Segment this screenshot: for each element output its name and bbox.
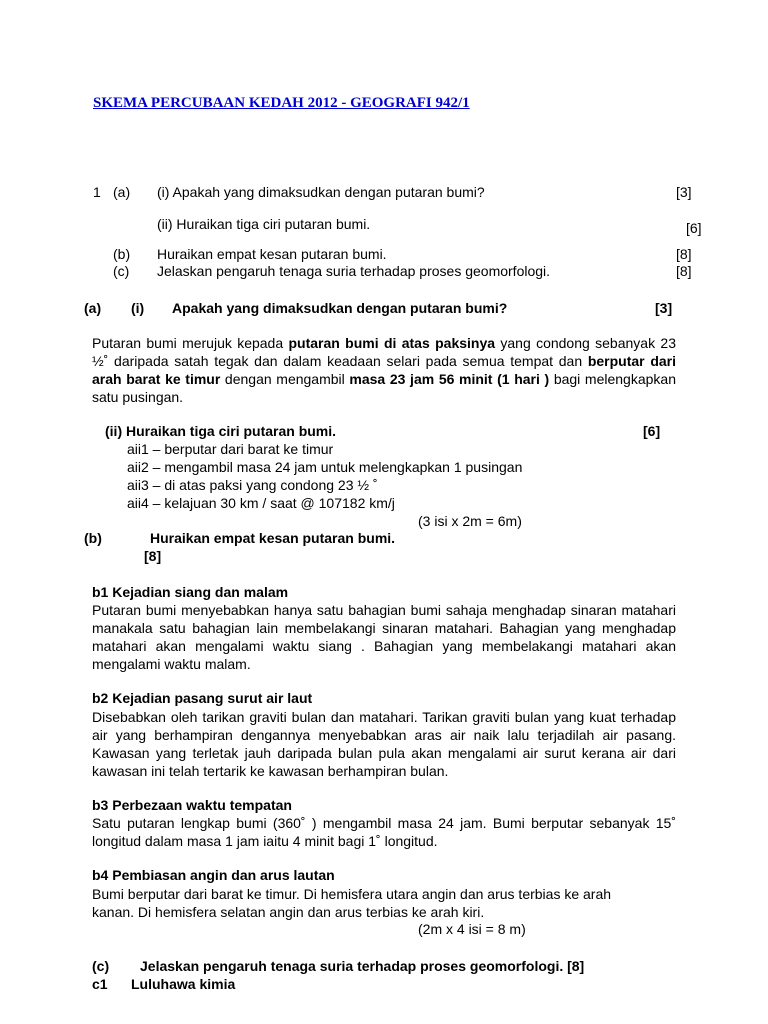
b3-text: Satu putaran lengkap bumi (360˚ ) mengambil masa 24 jam. Bumi berputar sebanyak 15˚ longitud dalam masa 1 jam iaitu 4 minit bagi 1˚ longitud. xyxy=(92,815,676,849)
question-c-label: (c) xyxy=(113,263,130,279)
b3-title: b3 Perbezaan waktu tempatan xyxy=(92,797,292,813)
list-item: aii1 – berputar dari barat ke timur xyxy=(127,441,334,457)
question-b-marks: [8] xyxy=(676,246,692,262)
answer-a-paragraph xyxy=(92,334,676,406)
answer-c-label: (c) xyxy=(92,958,110,974)
list-item: aii2 – mengambil masa 24 jam untuk melengkapkan 1 pusingan xyxy=(127,459,523,475)
p-text: Putaran bumi merujuk kepada xyxy=(92,335,289,351)
document-title: SKEMA PERCUBAAN KEDAH 2012 - GEOGRAFI 942/1 xyxy=(93,95,470,111)
answer-a-sub: (i) xyxy=(131,300,145,316)
p-text: dengan mengambil xyxy=(220,371,350,387)
answer-a-ii-heading: (ii) Huraikan tiga ciri putaran bumi. xyxy=(105,423,337,439)
answer-c-heading: Jelaskan pengaruh tenaga suria terhadap proses geomorfologi. [8] xyxy=(140,958,585,974)
c1-label: c1 xyxy=(92,976,108,992)
answer-b-scoring: (2m x 4 isi = 8 m) xyxy=(418,921,526,937)
answer-b-label: (b) xyxy=(84,530,102,546)
b2-text: Disebabkan oleh tarikan graviti bulan dan matahari. Tarikan graviti bulan yang kuat terhadap air yang berhampiran dengannya menyebabkan aras air naik lalu terjadilah air pasang. Kawasan yang terletak jauh daripada bulan pula akan mengalami air surut kerana air dari kawasan ini telah tertarik ke kawasan berhampiran bulan. xyxy=(92,709,676,779)
p-bold: masa 23 jam 56 minit (1 hari ) xyxy=(349,371,550,387)
b1-text: Putaran bumi menyebabkan hanya satu bahagian bumi sahaja menghadap sinaran matahari manakala satu bahagian lain membelakangi sinaran matahari. Bahagian yang menghadap matahari akan mengalami waktu siang . Bahagian yang membelakangi matahari akan mengalami waktu malam. xyxy=(92,602,676,672)
answer-a-ii-marks: [6] xyxy=(643,423,661,439)
question-a-i-marks: [3] xyxy=(676,184,692,200)
answer-b-marks: [8] xyxy=(144,548,162,564)
c1-title: Luluhawa kimia xyxy=(131,976,236,992)
b2-title: b2 Kejadian pasang surut air laut xyxy=(92,690,313,706)
p-text: bagi melengkapkan satu pusingan. xyxy=(92,371,676,405)
answer-a-label: (a) xyxy=(84,300,102,316)
b4-line-1: Bumi berputar dari barat ke timur. Di hemisfera utara angin dan arus terbias ke arah xyxy=(92,886,612,902)
question-c-text: Jelaskan pengaruh tenaga suria terhadap proses geomorfologi. xyxy=(157,263,551,279)
list-item: aii3 – di atas paksi yang condong 23 ½ ˚ xyxy=(127,477,378,493)
answer-a-marks: [3] xyxy=(655,300,673,316)
question-number: 1 xyxy=(93,184,101,200)
b1-title: b1 Kejadian siang dan malam xyxy=(92,584,289,600)
p-text: yang condong sebanyak 23 ½˚ daripada satah tegak dan dalam keadaan selari pada semua tempat dan xyxy=(92,335,676,369)
question-a-i: (i) Apakah yang dimaksudkan dengan putaran bumi? xyxy=(157,184,485,200)
question-a-ii-marks: [6] xyxy=(686,220,702,236)
list-item: aii4 – kelajuan 30 km / saat @ 107182 km/j xyxy=(127,495,395,511)
answer-a-heading: Apakah yang dimaksudkan dengan putaran bumi? xyxy=(172,300,508,316)
b4-title: b4 Pembiasan angin dan arus lautan xyxy=(92,867,335,883)
p-bold: berputar dari arah barat ke timur xyxy=(92,353,676,387)
question-b-label: (b) xyxy=(113,246,131,262)
answer-a-ii-scoring: (3 isi x 2m = 6m) xyxy=(418,513,522,529)
question-c-marks: [8] xyxy=(676,263,692,279)
question-a-label: (a) xyxy=(113,184,131,200)
b4-line-2: kanan. Di hemisfera selatan angin dan arus terbias ke arah kiri. xyxy=(92,904,485,920)
p-bold: putaran bumi di atas paksinya xyxy=(288,335,496,351)
question-a-ii: (ii) Huraikan tiga ciri putaran bumi. xyxy=(157,216,371,232)
answer-b-heading: Huraikan empat kesan putaran bumi. xyxy=(150,530,396,546)
question-b-text: Huraikan empat kesan putaran bumi. xyxy=(157,246,387,262)
